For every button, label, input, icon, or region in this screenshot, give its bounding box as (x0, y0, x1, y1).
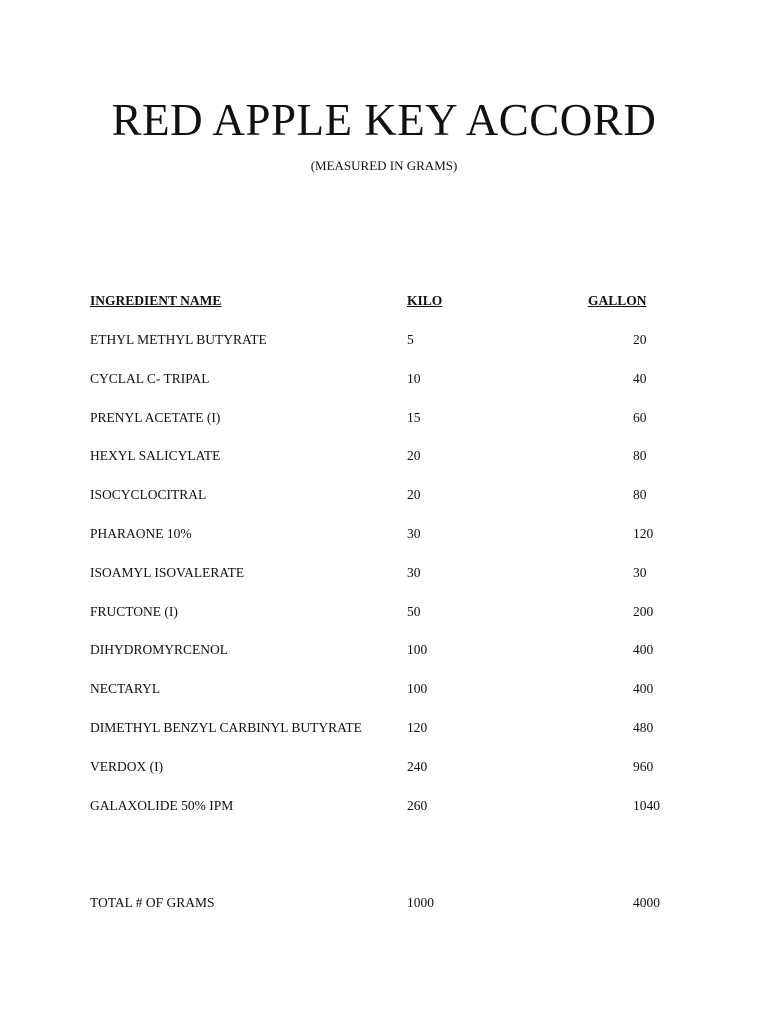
gallon-value: 960 (633, 758, 654, 774)
kilo-value: 10 (407, 370, 421, 386)
table-row (0, 527, 768, 566)
total-kilo: 1000 (407, 895, 434, 910)
table-row (0, 372, 768, 411)
ingredient-name: VERDOX (I) (90, 758, 164, 774)
gallon-value: 200 (633, 603, 654, 619)
table-row (0, 566, 768, 605)
kilo-value: 20 (407, 487, 421, 503)
ingredient-name: DIMETHYL BENZYL CARBINYL BUTYRATE (90, 719, 362, 735)
ingredient-name: FRUCTONE (I) (90, 603, 178, 619)
ingredient-name: NECTARYL (90, 681, 161, 697)
ingredient-name: PHARAONE 10% (90, 525, 192, 541)
gallon-value: 1040 (633, 797, 660, 813)
ingredient-name: PRENYL ACETATE (I) (90, 409, 221, 425)
gallon-value: 80 (633, 448, 647, 464)
document-title: RED APPLE KEY ACCORD (111, 95, 657, 145)
kilo-value: 100 (407, 642, 428, 658)
table-row (0, 411, 768, 450)
gallon-value: 480 (633, 719, 654, 735)
table-row (0, 333, 768, 372)
kilo-value: 15 (407, 409, 421, 425)
gallon-value: 60 (633, 409, 647, 425)
table-row (0, 449, 768, 488)
ingredient-name: HEXYL SALICYLATE (90, 448, 221, 464)
table-row (0, 721, 768, 760)
ingredient-name: ISOCYCLOCITRAL (90, 487, 207, 503)
gallon-value: 30 (633, 564, 647, 580)
kilo-value: 240 (407, 758, 428, 774)
table-row (0, 682, 768, 721)
ingredient-table (0, 333, 768, 837)
gallon-value: 400 (633, 681, 654, 697)
document-subtitle: (MEASURED IN GRAMS) (310, 158, 458, 173)
ingredient-name: ETHYL METHYL BUTYRATE (90, 332, 267, 347)
total-label: TOTAL # OF GRAMS (90, 895, 215, 910)
ingredient-name: DIHYDROMYRCENOL (90, 642, 228, 658)
gallon-value: 20 (633, 332, 647, 347)
total-row (0, 896, 768, 916)
header-gallon: GALLON (588, 293, 647, 308)
gallon-value: 80 (633, 487, 647, 503)
header-kilo: KILO (407, 293, 443, 308)
table-row (0, 488, 768, 527)
kilo-value: 30 (407, 525, 421, 541)
kilo-value: 260 (407, 797, 428, 813)
kilo-value: 30 (407, 564, 421, 580)
kilo-value: 100 (407, 681, 428, 697)
kilo-value: 50 (407, 603, 421, 619)
kilo-value: 120 (407, 719, 428, 735)
gallon-value: 40 (633, 370, 647, 386)
table-row (0, 760, 768, 799)
table-row (0, 799, 768, 838)
kilo-value: 20 (407, 448, 421, 464)
ingredient-name: ISOAMYL ISOVALERATE (90, 564, 245, 580)
ingredient-name: GALAXOLIDE 50% IPM (90, 797, 234, 813)
kilo-value: 5 (407, 332, 414, 347)
total-gallon: 4000 (633, 895, 660, 910)
gallon-value: 120 (633, 525, 654, 541)
table-row (0, 643, 768, 682)
table-row (0, 605, 768, 644)
header-ingredient-name: INGREDIENT NAME (90, 293, 222, 308)
ingredient-name: CYCLAL C- TRIPAL (90, 370, 210, 386)
gallon-value: 400 (633, 642, 654, 658)
